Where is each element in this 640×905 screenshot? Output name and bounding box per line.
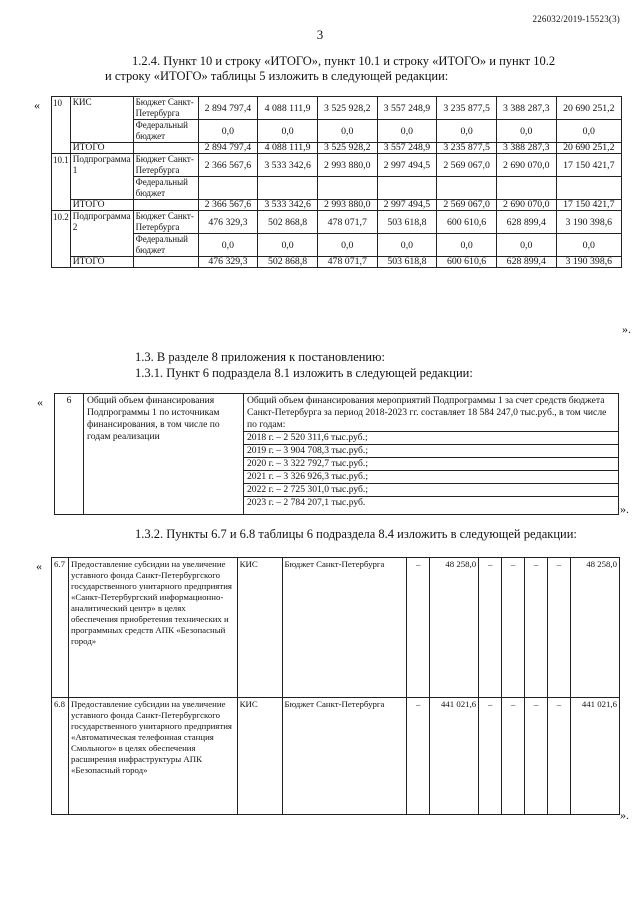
value-cell: 2 993 880,0: [317, 154, 377, 177]
value-cell: 2 366 567,6: [198, 154, 258, 177]
value-cell: 476 329,3: [198, 211, 258, 234]
source-cell: Бюджет Санкт-Петербурга: [282, 558, 407, 698]
total-value-cell: 3 388 287,3: [496, 143, 556, 154]
total-value-cell: 2 894 797,4: [198, 143, 258, 154]
table-5: [51, 96, 622, 268]
item-number: 6.7: [52, 558, 69, 698]
total-value-cell: 600 610,6: [437, 257, 497, 268]
source-cell: Федеральный бюджет: [133, 234, 198, 257]
source-cell: Бюджет Санкт-Петербурга: [133, 211, 198, 234]
value-cell: 0,0: [317, 120, 377, 143]
table-row: [52, 177, 622, 200]
value-cell: 502 868,8: [258, 211, 318, 234]
value-cell: [258, 177, 318, 200]
value-cell: –: [502, 698, 525, 815]
source-cell: Федеральный бюджет: [133, 120, 198, 143]
total-value-cell: 2 690 070,0: [496, 200, 556, 211]
item-number: 10.1: [52, 154, 71, 211]
table-row: [52, 698, 620, 815]
total-value-cell: 2 366 567,6: [198, 200, 258, 211]
document-number: 226032/2019-15523(3): [532, 14, 620, 24]
quote-close: ».: [620, 502, 629, 516]
value-cell: 478 071,7: [317, 211, 377, 234]
value-cell: 0,0: [437, 120, 497, 143]
total-value-cell: 20 690 251,2: [556, 143, 621, 154]
value-cell: –: [479, 558, 502, 698]
source-cell: Бюджет Санкт-Петербурга: [282, 698, 407, 815]
value-cell: 0,0: [258, 120, 318, 143]
table-row: [52, 143, 622, 154]
section-1-2-4-line1: 1.2.4. Пункт 10 и строку «ИТОГО», пункт 10.1 и строку «ИТОГО» и пункт 10.2: [132, 54, 556, 68]
value-cell: 600 610,6: [437, 211, 497, 234]
value-cell: –: [525, 698, 548, 815]
total-value-cell: 3 525 928,2: [317, 143, 377, 154]
value-cell: –: [525, 558, 548, 698]
year-line: 2021 г. – 3 326 926,3 тыс.руб.;: [244, 470, 618, 483]
executor-cell: КИС: [237, 698, 282, 815]
value-cell: 0,0: [258, 234, 318, 257]
value-cell: [556, 177, 621, 200]
total-value-cell: 628 899,4: [496, 257, 556, 268]
value-cell: [437, 177, 497, 200]
table-row: [55, 394, 619, 515]
value-cell: 441 021,6: [570, 698, 619, 815]
table-6: [51, 557, 620, 815]
item-number: 10: [52, 97, 71, 154]
source-cell: [133, 257, 198, 268]
value-cell: –: [479, 698, 502, 815]
quote-close: ».: [622, 322, 631, 336]
value-cell: 20 690 251,2: [556, 97, 621, 120]
table-row: [52, 154, 622, 177]
total-value-cell: 2 993 880,0: [317, 200, 377, 211]
description-cell: Предоставление субсидии на увеличение уставного фонда Санкт-Петербургского государственного унитарного предприятия «Автоматическая телефонная станция Смольного» в целях обеспечения расширения инфраструктуры АПК «Безопасный город»: [68, 698, 237, 815]
quote-open: «: [37, 395, 43, 409]
value-cell: 0,0: [377, 120, 437, 143]
total-value-cell: 17 150 421,7: [556, 200, 621, 211]
source-cell: Бюджет Санкт-Петербурга: [133, 154, 198, 177]
description-cell: Предоставление субсидии на увеличение уставного фонда Санкт-Петербургского государственного унитарного предприятия «Санкт-Петербургский информационно-аналитический центр» в целях обеспечения приобретения технических и программных средств АПК «Безопасный город»: [68, 558, 237, 698]
year-line: 2020 г. – 3 322 792,7 тыс.руб.;: [244, 457, 618, 470]
value-cell: 3 533 342,6: [258, 154, 318, 177]
total-label: ИТОГО: [70, 257, 133, 268]
value-cell: 0,0: [198, 234, 258, 257]
table-row: [52, 558, 620, 698]
value-cell: 3 388 287,3: [496, 97, 556, 120]
value-cell: 3 235 877,5: [437, 97, 497, 120]
value-cell: 628 899,4: [496, 211, 556, 234]
value-cell: –: [547, 558, 570, 698]
value-cell: 2 569 067,0: [437, 154, 497, 177]
value-cell: –: [502, 558, 525, 698]
table-row: [52, 97, 622, 120]
value-cell: [377, 177, 437, 200]
source-cell: Федеральный бюджет: [133, 177, 198, 200]
financing-text: Общий объем финансирования мероприятий Подпрограммы 1 за счет средств бюджета Санкт-Петербурга за период 2018-2023 гг. составляет 18 584 247,0 тыс.руб., в том числе по годам:: [247, 395, 607, 430]
value-cell: 0,0: [556, 120, 621, 143]
table-row: [52, 200, 622, 211]
year-line: 2022 г. – 2 725 301,0 тыс.руб.;: [244, 483, 618, 496]
value-cell: [317, 177, 377, 200]
total-value-cell: 478 071,7: [317, 257, 377, 268]
executor-cell: Подпрограмма 2: [70, 211, 133, 257]
source-cell: Бюджет Санкт-Петербурга: [133, 97, 198, 120]
value-cell: 17 150 421,7: [556, 154, 621, 177]
value-cell: 48 258,0: [430, 558, 479, 698]
year-line: 2019 г. – 3 904 708,3 тыс.руб.;: [244, 444, 618, 457]
quote-open: «: [34, 98, 40, 112]
item-number: 6.8: [52, 698, 69, 815]
value-cell: 0,0: [377, 234, 437, 257]
total-value-cell: 2 997 494,5: [377, 200, 437, 211]
value-cell: 0,0: [556, 234, 621, 257]
value-cell: [496, 177, 556, 200]
point-number: 6: [55, 394, 84, 515]
value-cell: 3 190 398,6: [556, 211, 621, 234]
value-cell: 2 690 070,0: [496, 154, 556, 177]
total-label: ИТОГО: [70, 200, 133, 211]
source-cell: [133, 200, 198, 211]
executor-cell: Подпрограмма 1: [70, 154, 133, 200]
quote-open: «: [36, 559, 42, 573]
value-cell: 3 525 928,2: [317, 97, 377, 120]
value-cell: 48 258,0: [570, 558, 619, 698]
executor-cell: КИС: [237, 558, 282, 698]
value-cell: 0,0: [317, 234, 377, 257]
table-row: [52, 234, 622, 257]
total-value-cell: 502 868,8: [258, 257, 318, 268]
table-8-1: [54, 393, 619, 515]
value-cell: 0,0: [496, 120, 556, 143]
table-row: [52, 257, 622, 268]
point-content: [244, 394, 619, 515]
year-line: 2023 г. – 2 784 207,1 тыс.руб.: [244, 496, 618, 509]
value-cell: [198, 177, 258, 200]
value-cell: –: [407, 558, 430, 698]
value-cell: 0,0: [496, 234, 556, 257]
total-value-cell: 3 533 342,6: [258, 200, 318, 211]
source-cell: [133, 143, 198, 154]
total-value-cell: 2 569 067,0: [437, 200, 497, 211]
value-cell: 2 894 797,4: [198, 97, 258, 120]
value-cell: –: [547, 698, 570, 815]
table-row: [52, 120, 622, 143]
total-value-cell: 476 329,3: [198, 257, 258, 268]
total-label: ИТОГО: [70, 143, 133, 154]
quote-close: ».: [620, 808, 629, 822]
value-cell: 503 618,8: [377, 211, 437, 234]
value-cell: –: [407, 698, 430, 815]
page-number: 3: [316, 27, 324, 42]
year-line: 2018 г. – 2 520 311,6 тыс.руб.;: [244, 431, 618, 444]
total-value-cell: 3 557 248,9: [377, 143, 437, 154]
value-cell: 0,0: [437, 234, 497, 257]
section-1-2-4-line2: и строку «ИТОГО» таблицы 5 изложить в следующей редакции:: [105, 69, 449, 83]
value-cell: 0,0: [198, 120, 258, 143]
total-value-cell: 4 088 111,9: [258, 143, 318, 154]
value-cell: 441 021,6: [430, 698, 479, 815]
section-1-3: 1.3. В разделе 8 приложения к постановлению:: [135, 350, 385, 364]
value-cell: 2 997 494,5: [377, 154, 437, 177]
value-cell: 3 557 248,9: [377, 97, 437, 120]
item-number: 10.2: [52, 211, 71, 268]
section-1-3-2: 1.3.2. Пункты 6.7 и 6.8 таблицы 6 подраздела 8.4 изложить в следующей редакции:: [135, 527, 577, 541]
section-1-3-1: 1.3.1. Пункт 6 подраздела 8.1 изложить в следующей редакции:: [135, 366, 473, 380]
value-cell: 4 088 111,9: [258, 97, 318, 120]
executor-cell: КИС: [70, 97, 133, 143]
total-value-cell: 3 235 877,5: [437, 143, 497, 154]
total-value-cell: 3 190 398,6: [556, 257, 621, 268]
table-row: [52, 211, 622, 234]
total-value-cell: 503 618,8: [377, 257, 437, 268]
point-name: Общий объем финансирования Подпрограммы 1 по источникам финансирования, в том числе по годам реализации: [84, 394, 244, 515]
